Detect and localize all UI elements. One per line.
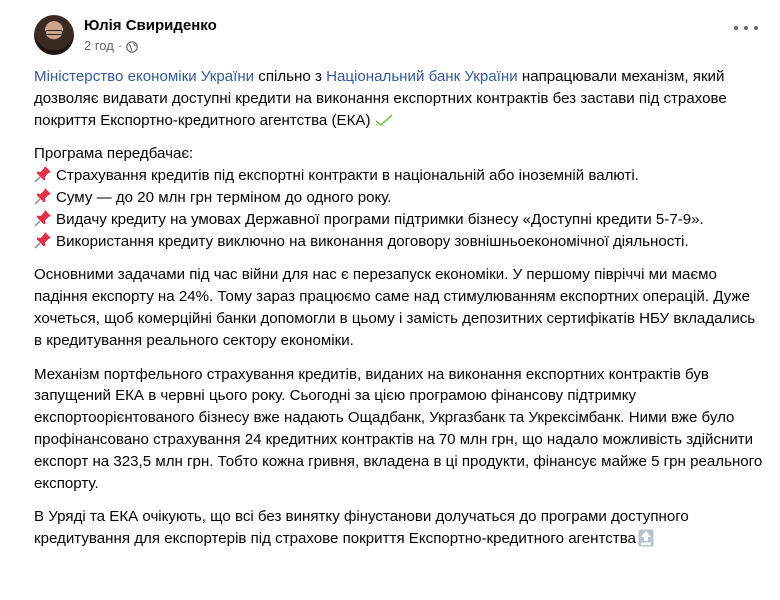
- ellipsis-icon: [754, 26, 758, 30]
- program-item: Суму — до 20 млн грн терміном до одного року.: [56, 188, 392, 206]
- more-options-button[interactable]: [734, 22, 758, 34]
- ellipsis-icon: [744, 26, 748, 30]
- program-item: Видачу кредиту на умовах Державної програми підтримки бізнесу «Доступні кредити 5-7-9».: [56, 210, 704, 228]
- post-meta: [84, 16, 217, 54]
- paragraph-intro: [34, 66, 764, 131]
- intro-text-2: напрацювали механізм, який дозволяє видавати доступні кредити на виконання експортних контрактів без застави під страхове покриття Експортно-кредитного агентства (ЕКА): [34, 68, 727, 129]
- intro-text-1: спільно з: [254, 68, 327, 85]
- separator-dot: ·: [117, 38, 123, 53]
- ellipsis-icon: [734, 26, 738, 30]
- pushpin-icon: [34, 209, 52, 227]
- top-arrow-icon: [638, 529, 654, 547]
- paragraph-program: [34, 143, 764, 252]
- pushpin-icon: [34, 231, 52, 249]
- post-timestamp[interactable]: 2 год: [84, 38, 114, 53]
- check-mark-icon: [375, 112, 393, 126]
- program-title: Програма передбачає:: [34, 145, 194, 163]
- pushpin-icon: [34, 165, 52, 183]
- paragraph-mechanism: Механізм портфельного страхування кредитів, виданих на виконання експортних контрактів був запущений ЕКА в червні цього року. Сьогодні за цією програмою фінансову підтримку експортоорієнтованого бізнесу вже надають Ощадбанк, Укргазбанк та Укрексімбанк. Ними вже було профінансовано страхування 24 кредитних контрактів на 70 млн грн, що надало можливість здійснити експорт на 323,5 млн грн. Тобто кожна гривня, вкладена в ці продукти, фінансує майже 5 грн реального експорту.: [34, 365, 763, 492]
- mention-national-bank[interactable]: Національний банк України: [326, 68, 518, 85]
- paragraph-expectations: [34, 506, 764, 550]
- mention-ministry-of-economy[interactable]: Міністерство економіки України: [34, 68, 255, 85]
- paragraph-war-tasks: Основними задачами під час війни для нас є перезапуск економіки. У першому півріччі ми маємо падіння експорту на 24%. Тому зараз працюємо саме над стимулюванням експортних операцій. Дуже хочеться, щоб комерційні банки допомогли в цьому і замість депозитних сертифікатів НБУ вкладались в кредитування реального сектору економіки.: [34, 266, 756, 349]
- program-item: Страхування кредитів під експортні контракти в національній або іноземній валюті.: [56, 167, 639, 185]
- expectations-text: В Уряді та ЕКА очікують, що всі без винятку фінустанови долучаться до програми доступного кредитування для експортерів під страхове покриття Експортно-кредитного агентства: [34, 508, 689, 548]
- post-text: [34, 66, 764, 562]
- program-item: Використання кредиту виключно на виконання договору зовнішньоекономічної діяльності.: [56, 232, 689, 250]
- globe-icon[interactable]: [126, 40, 138, 52]
- post-time-row: [84, 37, 217, 54]
- avatar[interactable]: [34, 15, 74, 55]
- post-header: [34, 8, 217, 62]
- author-name[interactable]: Юлія Свириденко: [84, 17, 217, 34]
- pushpin-icon: [34, 187, 52, 205]
